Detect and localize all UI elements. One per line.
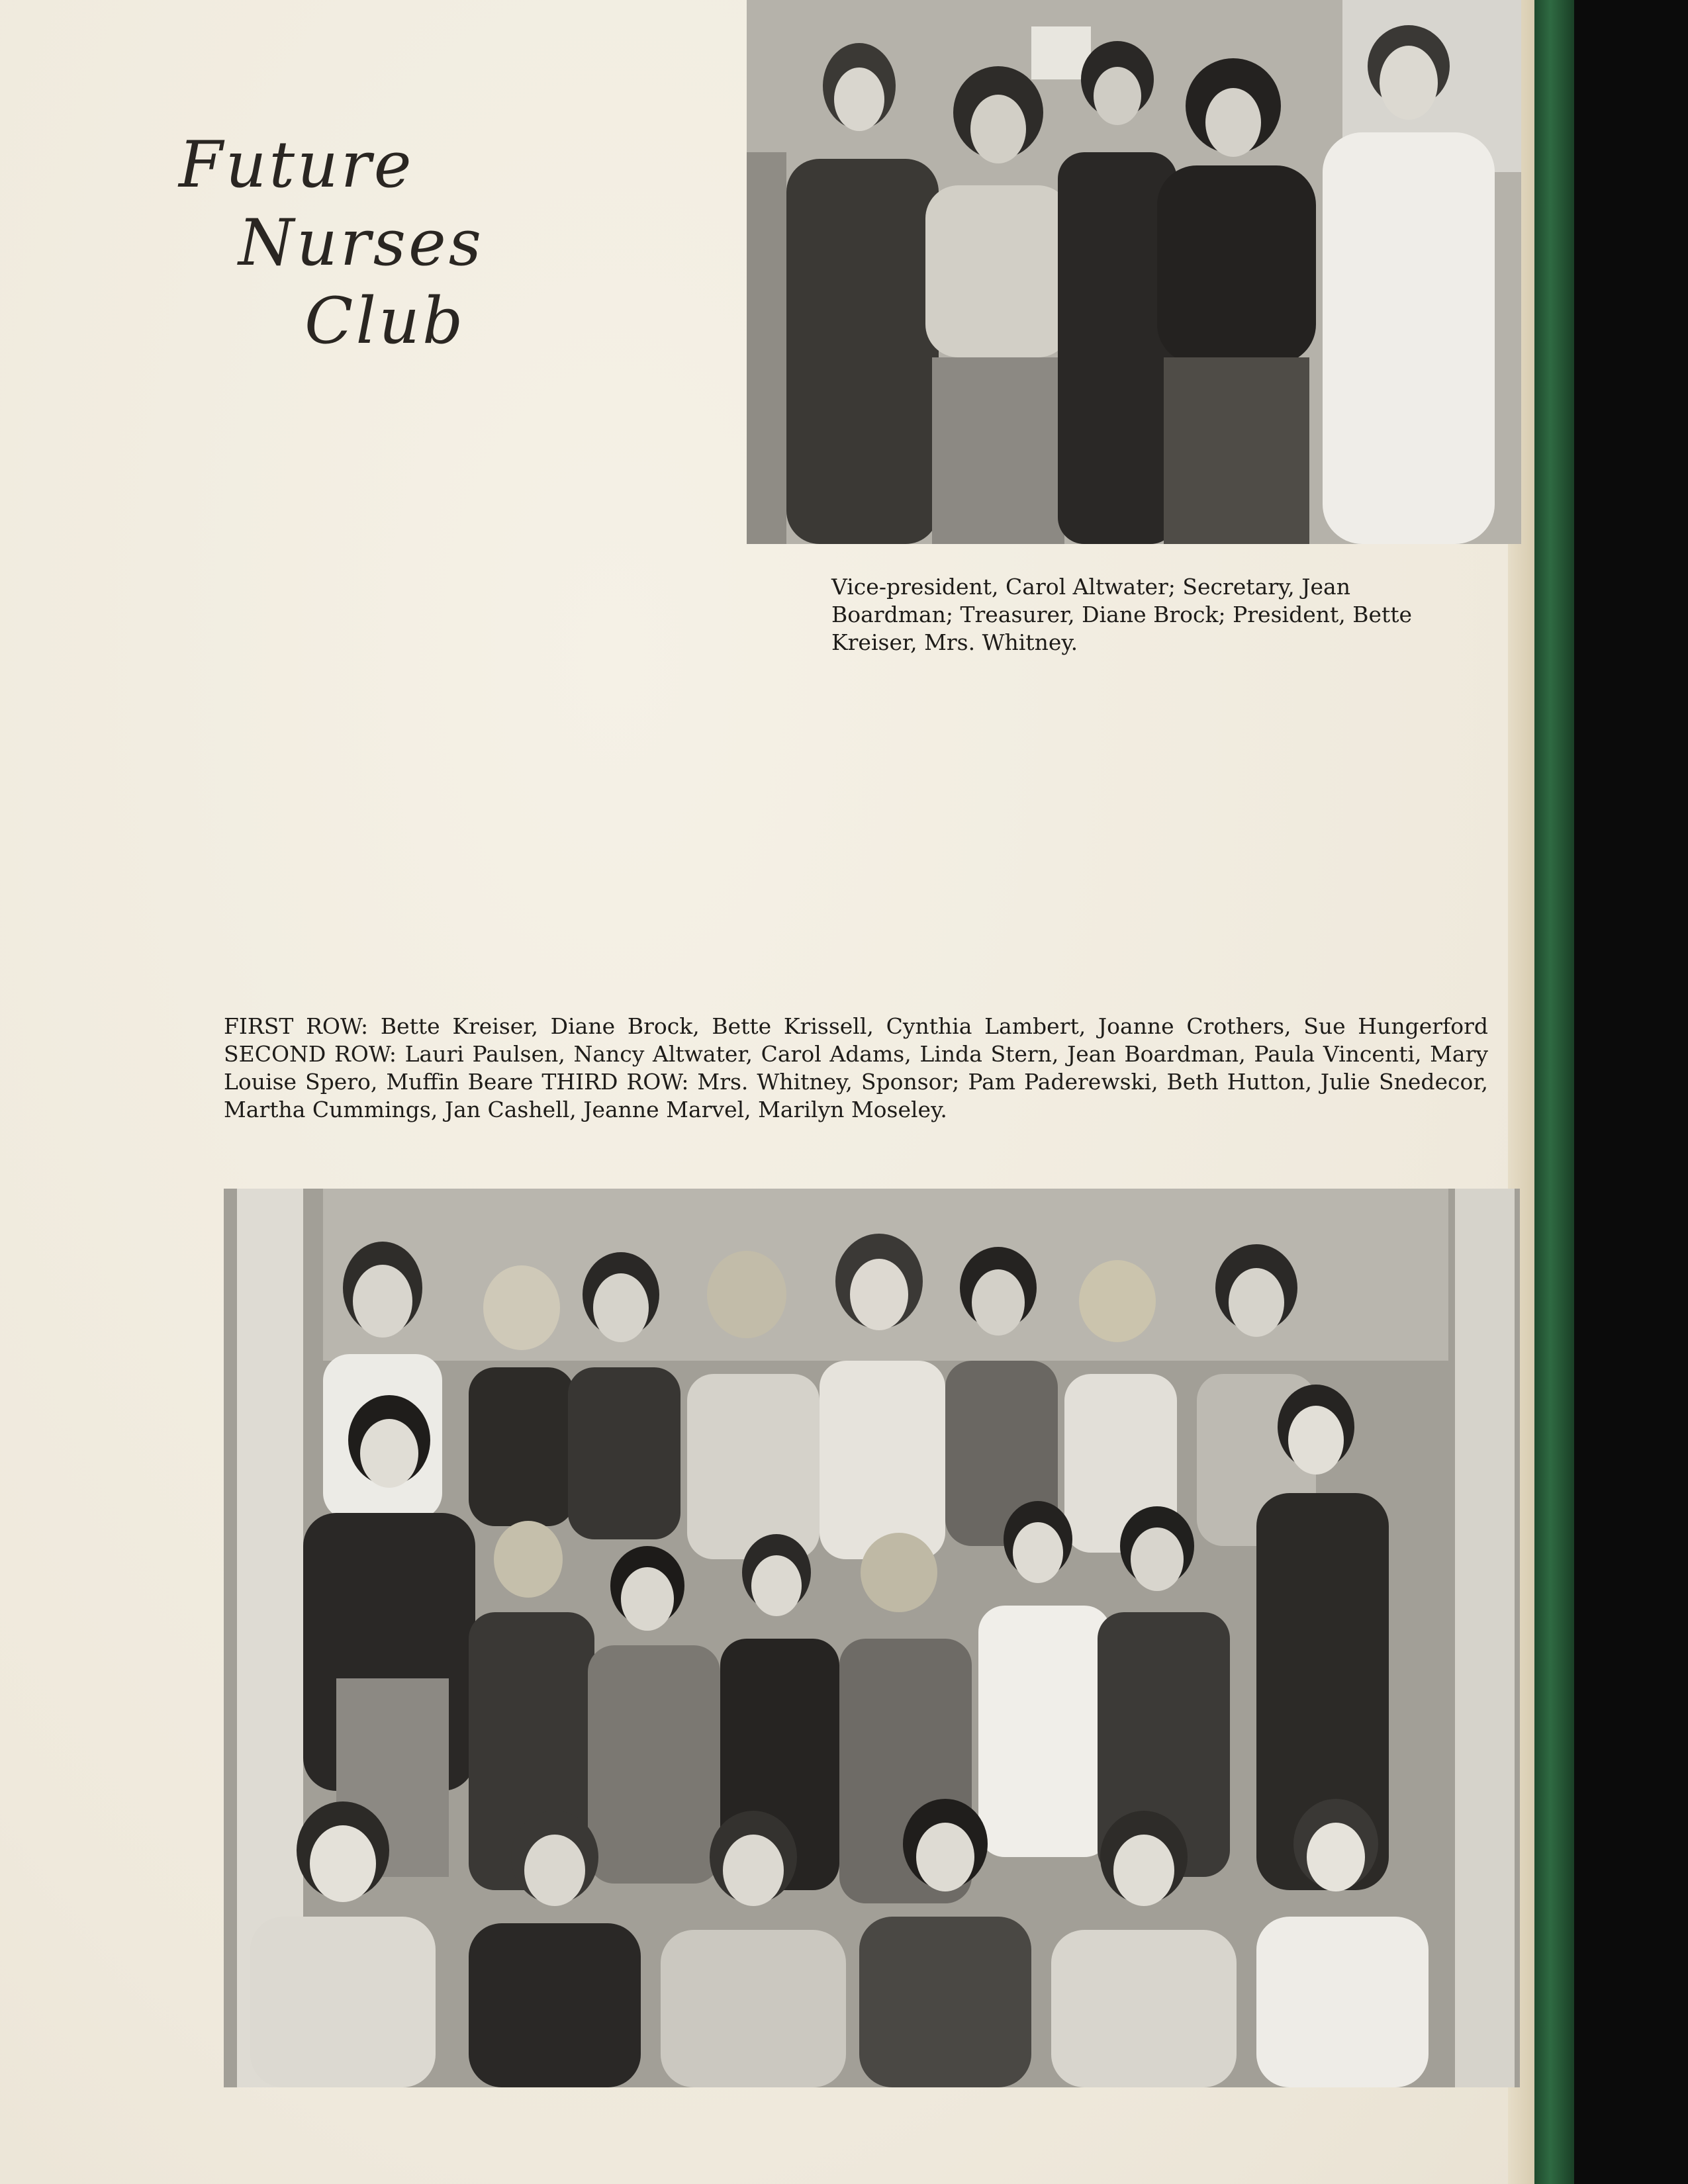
officers-caption: Vice-president, Carol Altwater; Secretary, Jean Boardman; Treasurer, Diane Brock; President, Bette Kreiser, Mrs. Whitney. bbox=[831, 574, 1413, 655]
book-binding-green bbox=[1534, 0, 1574, 2184]
book-binding-shadow bbox=[1574, 0, 1688, 2184]
title-line-1: Future bbox=[179, 128, 414, 202]
officers-photo bbox=[747, 0, 1521, 544]
members-photo bbox=[224, 1189, 1520, 2087]
title-line-3: Club bbox=[305, 284, 466, 358]
page-title bbox=[179, 126, 523, 360]
members-caption: FIRST ROW: Bette Kreiser, Diane Brock, Bette Krissell, Cynthia Lambert, Joanne Crothers, Sue Hungerford SECOND ROW: Lauri Paulsen, Nancy Altwater, Carol Adams, Linda Stern, Jean Boardman, Paula Vincenti, Mary Louise Spero, Muffin Beare THIRD ROW: Mrs. Whitney, Sponsor; Pam Paderewski, Beth Hutton, Julie Snedecor, Martha Cummings, Jan Cashell, Jeanne Marvel, Marilyn Moseley. bbox=[224, 1013, 1488, 1122]
title-line-2: Nurses bbox=[238, 206, 485, 280]
officers-photo-figures bbox=[747, 0, 1521, 544]
members-photo-figures bbox=[224, 1189, 1520, 2087]
